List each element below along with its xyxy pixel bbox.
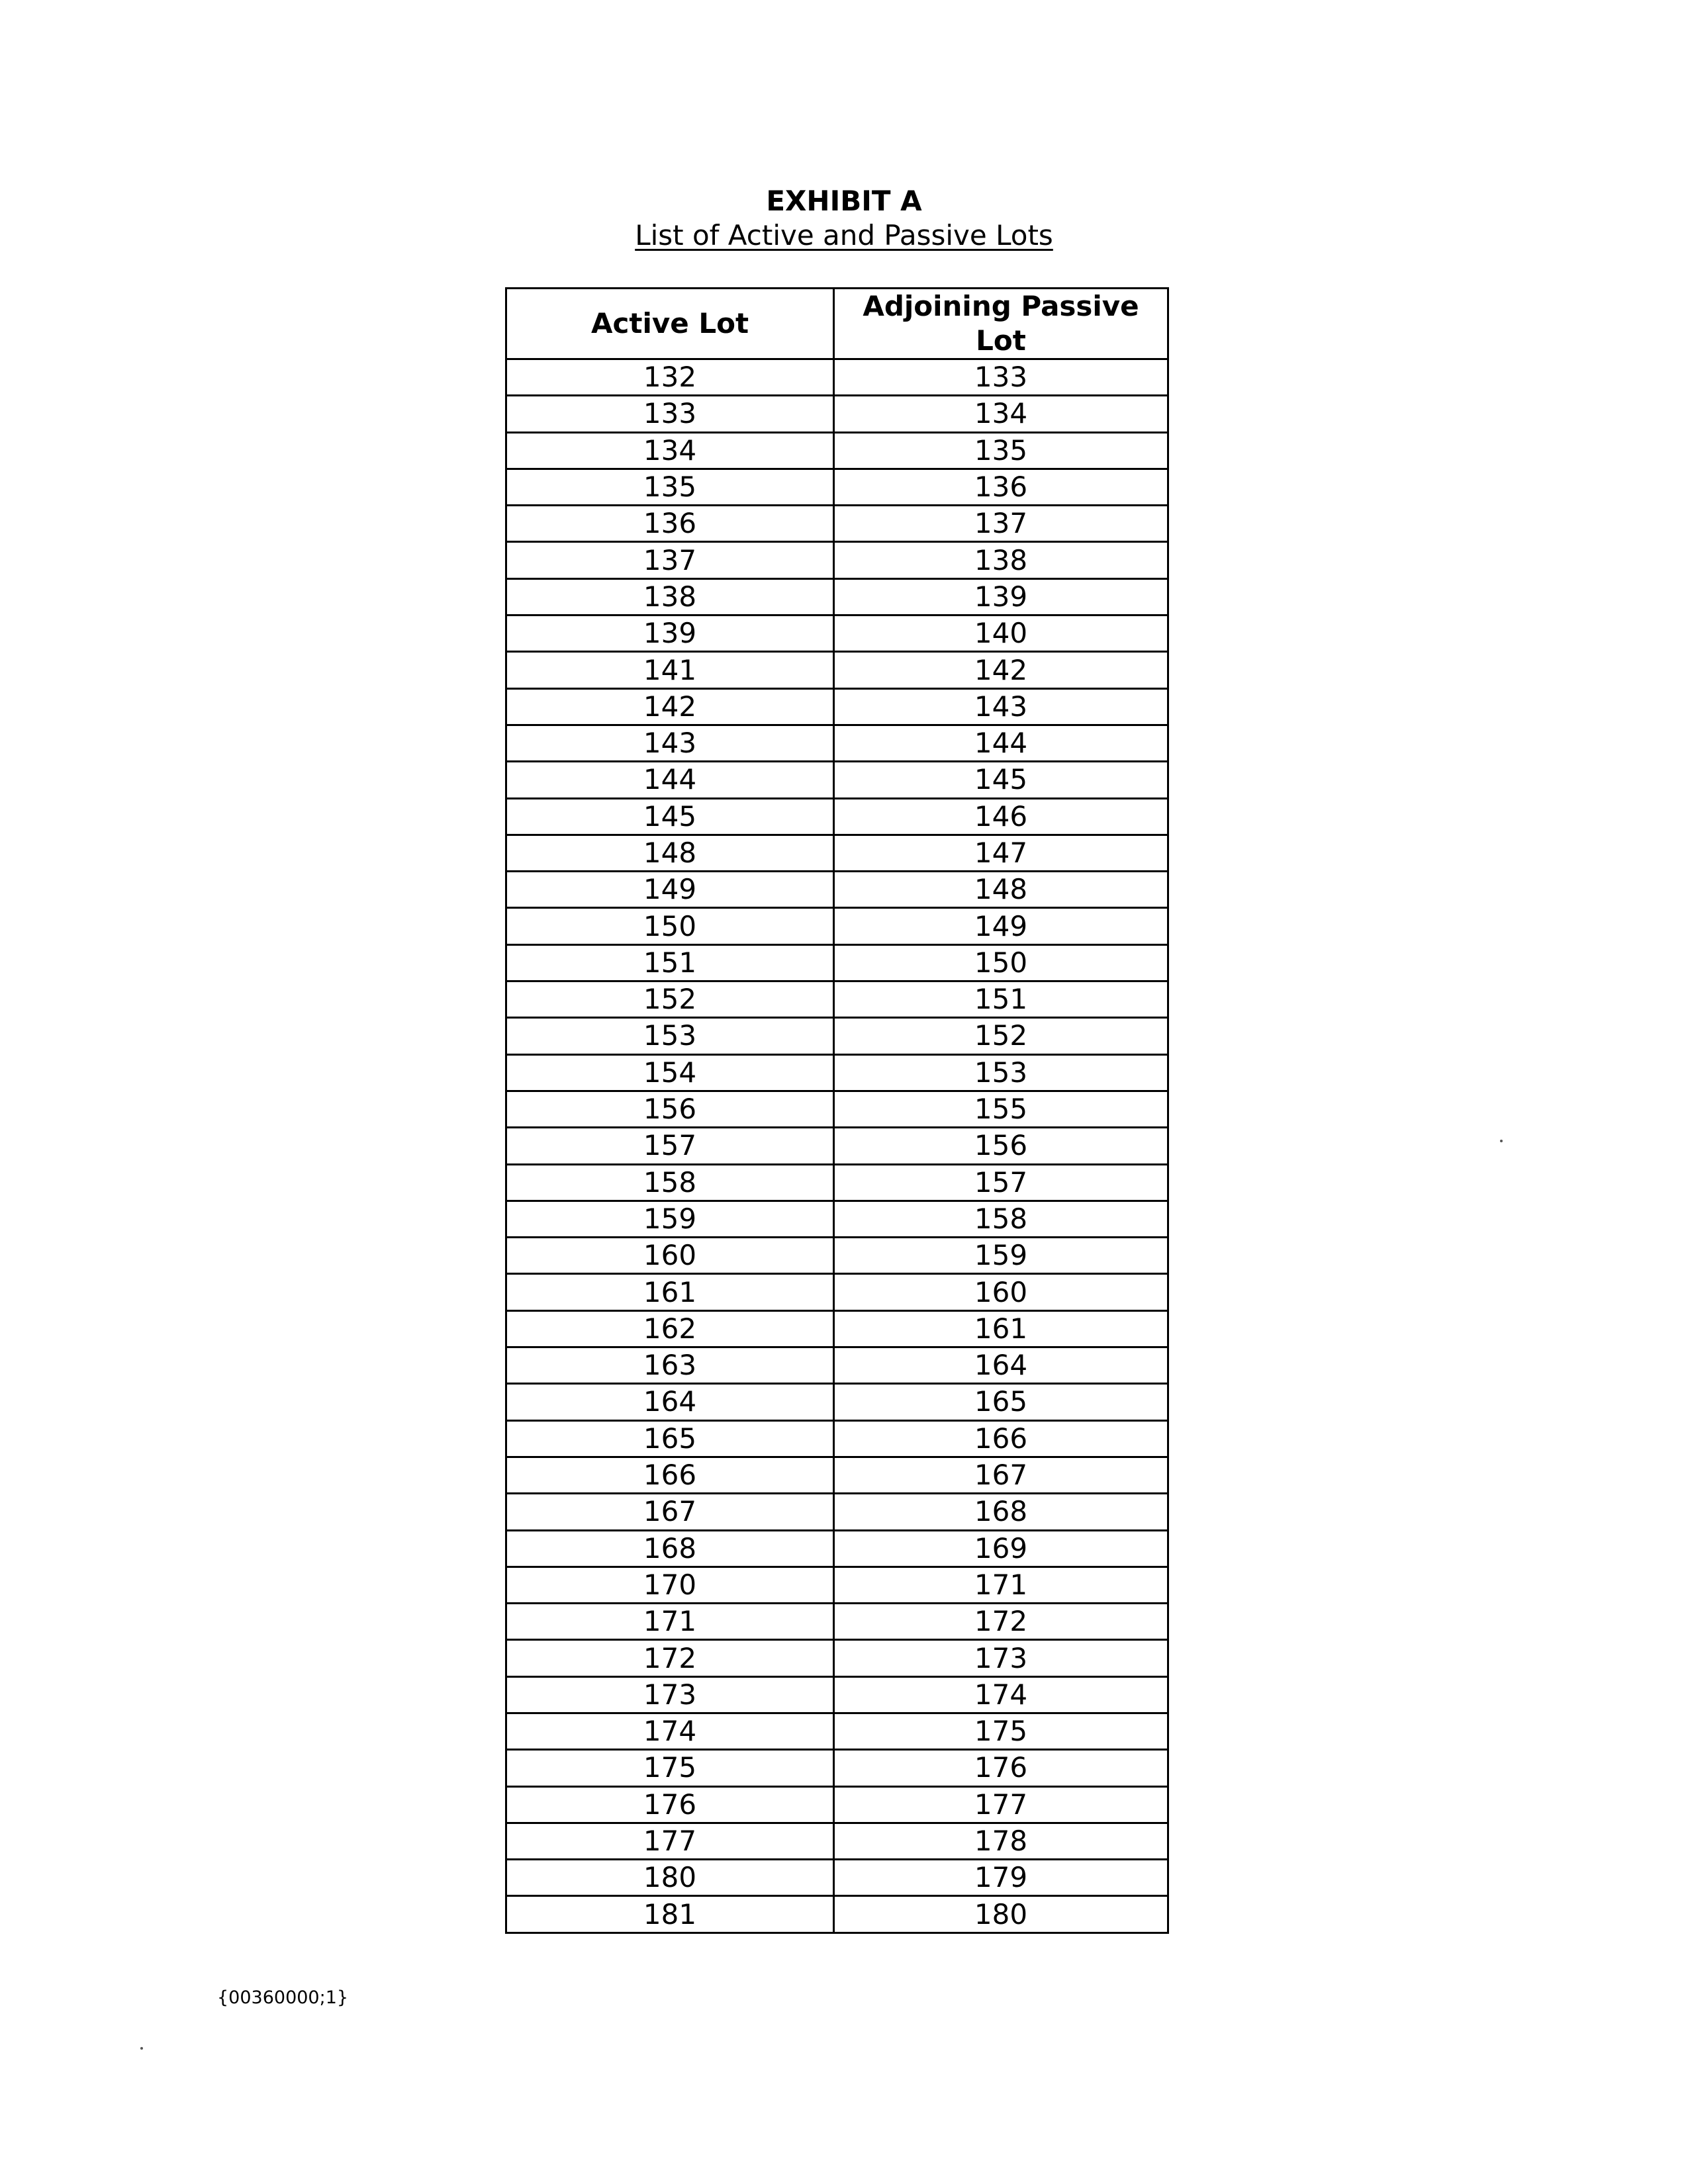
passive-lot-cell: 146 — [834, 798, 1168, 835]
active-lot-cell: 151 — [506, 944, 834, 981]
passive-lot-cell: 150 — [834, 944, 1168, 981]
table-row — [506, 1676, 1168, 1713]
table-row — [506, 835, 1168, 871]
active-lot-cell: 170 — [506, 1567, 834, 1603]
table-row — [506, 542, 1168, 578]
table-row — [506, 725, 1168, 761]
active-lot-cell: 144 — [506, 762, 834, 798]
active-lot-cell: 149 — [506, 872, 834, 908]
passive-lot-cell: 153 — [834, 1054, 1168, 1091]
passive-lot-cell: 136 — [834, 469, 1168, 505]
active-lot-cell: 137 — [506, 542, 834, 578]
passive-lot-cell: 144 — [834, 725, 1168, 761]
passive-lot-cell: 152 — [834, 1018, 1168, 1054]
exhibit-title: EXHIBIT A — [766, 185, 922, 217]
table-row — [506, 872, 1168, 908]
passive-lot-cell: 165 — [834, 1384, 1168, 1420]
passive-lot-cell: 168 — [834, 1494, 1168, 1530]
active-lot-cell: 172 — [506, 1640, 834, 1676]
table-row — [506, 578, 1168, 615]
table-row — [506, 1896, 1168, 1933]
active-lot-cell: 143 — [506, 725, 834, 761]
passive-lot-cell: 166 — [834, 1420, 1168, 1457]
active-lot-cell: 135 — [506, 469, 834, 505]
active-lot-cell: 136 — [506, 506, 834, 542]
header-active-lot: Active Lot — [506, 289, 834, 359]
table-row — [506, 1750, 1168, 1786]
header-adjoining-passive-lot: Adjoining Passive Lot — [834, 289, 1168, 359]
active-lot-cell: 153 — [506, 1018, 834, 1054]
active-lot-cell: 156 — [506, 1091, 834, 1127]
passive-lot-cell: 140 — [834, 615, 1168, 652]
lots-table — [505, 287, 1169, 1934]
table-row — [506, 1054, 1168, 1091]
table-row — [506, 981, 1168, 1018]
active-lot-cell: 166 — [506, 1457, 834, 1493]
active-lot-cell: 177 — [506, 1823, 834, 1859]
passive-lot-cell: 142 — [834, 652, 1168, 688]
table-row — [506, 762, 1168, 798]
active-lot-cell: 142 — [506, 688, 834, 725]
active-lot-cell: 158 — [506, 1164, 834, 1201]
active-lot-cell: 133 — [506, 396, 834, 432]
table-row — [506, 1091, 1168, 1127]
passive-lot-cell: 167 — [834, 1457, 1168, 1493]
passive-lot-cell: 161 — [834, 1310, 1168, 1347]
table-row — [506, 615, 1168, 652]
passive-lot-cell: 160 — [834, 1274, 1168, 1310]
active-lot-cell: 165 — [506, 1420, 834, 1457]
active-lot-cell: 132 — [506, 359, 834, 396]
table-row — [506, 1494, 1168, 1530]
passive-lot-cell: 156 — [834, 1128, 1168, 1164]
table-row — [506, 359, 1168, 396]
table-row — [506, 1310, 1168, 1347]
passive-lot-cell: 157 — [834, 1164, 1168, 1201]
passive-lot-cell: 175 — [834, 1713, 1168, 1749]
passive-lot-cell: 137 — [834, 506, 1168, 542]
table-row — [506, 798, 1168, 835]
table-body — [506, 359, 1168, 1933]
passive-lot-cell: 171 — [834, 1567, 1168, 1603]
active-lot-cell: 150 — [506, 908, 834, 944]
table-row — [506, 1128, 1168, 1164]
active-lot-cell: 181 — [506, 1896, 834, 1933]
active-lot-cell: 139 — [506, 615, 834, 652]
active-lot-cell: 141 — [506, 652, 834, 688]
passive-lot-cell: 169 — [834, 1530, 1168, 1567]
table-row — [506, 432, 1168, 469]
active-lot-cell: 164 — [506, 1384, 834, 1420]
table-row — [506, 1164, 1168, 1201]
table-row — [506, 1640, 1168, 1676]
document-id: {00360000;1} — [217, 1987, 349, 2008]
passive-lot-cell: 159 — [834, 1238, 1168, 1274]
table-row — [506, 469, 1168, 505]
table-row — [506, 1457, 1168, 1493]
table-row — [506, 1274, 1168, 1310]
passive-lot-cell: 147 — [834, 835, 1168, 871]
passive-lot-cell: 149 — [834, 908, 1168, 944]
active-lot-cell: 145 — [506, 798, 834, 835]
table-row — [506, 908, 1168, 944]
active-lot-cell: 148 — [506, 835, 834, 871]
passive-lot-cell: 158 — [834, 1201, 1168, 1237]
active-lot-cell: 175 — [506, 1750, 834, 1786]
table-row — [506, 944, 1168, 981]
passive-lot-cell: 179 — [834, 1860, 1168, 1896]
table-row — [506, 396, 1168, 432]
passive-lot-cell: 177 — [834, 1786, 1168, 1823]
table-row — [506, 1604, 1168, 1640]
active-lot-cell: 134 — [506, 432, 834, 469]
passive-lot-cell: 180 — [834, 1896, 1168, 1933]
table-row — [506, 1823, 1168, 1859]
passive-lot-cell: 143 — [834, 688, 1168, 725]
active-lot-cell: 152 — [506, 981, 834, 1018]
active-lot-cell: 171 — [506, 1604, 834, 1640]
passive-lot-cell: 164 — [834, 1347, 1168, 1384]
active-lot-cell: 138 — [506, 578, 834, 615]
table-row — [506, 652, 1168, 688]
active-lot-cell: 174 — [506, 1713, 834, 1749]
scan-speck — [140, 2047, 143, 2050]
active-lot-cell: 154 — [506, 1054, 834, 1091]
table-row — [506, 1420, 1168, 1457]
table-row — [506, 1018, 1168, 1054]
exhibit-subtitle: List of Active and Passive Lots — [635, 219, 1053, 251]
active-lot-cell: 161 — [506, 1274, 834, 1310]
table-row — [506, 1713, 1168, 1749]
active-lot-cell: 157 — [506, 1128, 834, 1164]
table-row — [506, 1201, 1168, 1237]
table-row — [506, 1238, 1168, 1274]
active-lot-cell: 159 — [506, 1201, 834, 1237]
active-lot-cell: 162 — [506, 1310, 834, 1347]
table-row — [506, 1347, 1168, 1384]
active-lot-cell: 180 — [506, 1860, 834, 1896]
table-row — [506, 1567, 1168, 1603]
passive-lot-cell: 173 — [834, 1640, 1168, 1676]
table-row — [506, 1860, 1168, 1896]
passive-lot-cell: 178 — [834, 1823, 1168, 1859]
table-row — [506, 1786, 1168, 1823]
table-header-row — [506, 289, 1168, 359]
passive-lot-cell: 134 — [834, 396, 1168, 432]
passive-lot-cell: 138 — [834, 542, 1168, 578]
title-block — [0, 184, 1688, 253]
scan-speck — [1500, 1140, 1503, 1142]
table-row — [506, 506, 1168, 542]
active-lot-cell: 167 — [506, 1494, 834, 1530]
active-lot-cell: 160 — [506, 1238, 834, 1274]
passive-lot-cell: 135 — [834, 432, 1168, 469]
passive-lot-cell: 145 — [834, 762, 1168, 798]
passive-lot-cell: 155 — [834, 1091, 1168, 1127]
passive-lot-cell: 174 — [834, 1676, 1168, 1713]
table-row — [506, 1530, 1168, 1567]
passive-lot-cell: 151 — [834, 981, 1168, 1018]
passive-lot-cell: 148 — [834, 872, 1168, 908]
table-row — [506, 1384, 1168, 1420]
active-lot-cell: 163 — [506, 1347, 834, 1384]
passive-lot-cell: 139 — [834, 578, 1168, 615]
active-lot-cell: 168 — [506, 1530, 834, 1567]
active-lot-cell: 173 — [506, 1676, 834, 1713]
table-row — [506, 688, 1168, 725]
passive-lot-cell: 176 — [834, 1750, 1168, 1786]
passive-lot-cell: 172 — [834, 1604, 1168, 1640]
passive-lot-cell: 133 — [834, 359, 1168, 396]
active-lot-cell: 176 — [506, 1786, 834, 1823]
